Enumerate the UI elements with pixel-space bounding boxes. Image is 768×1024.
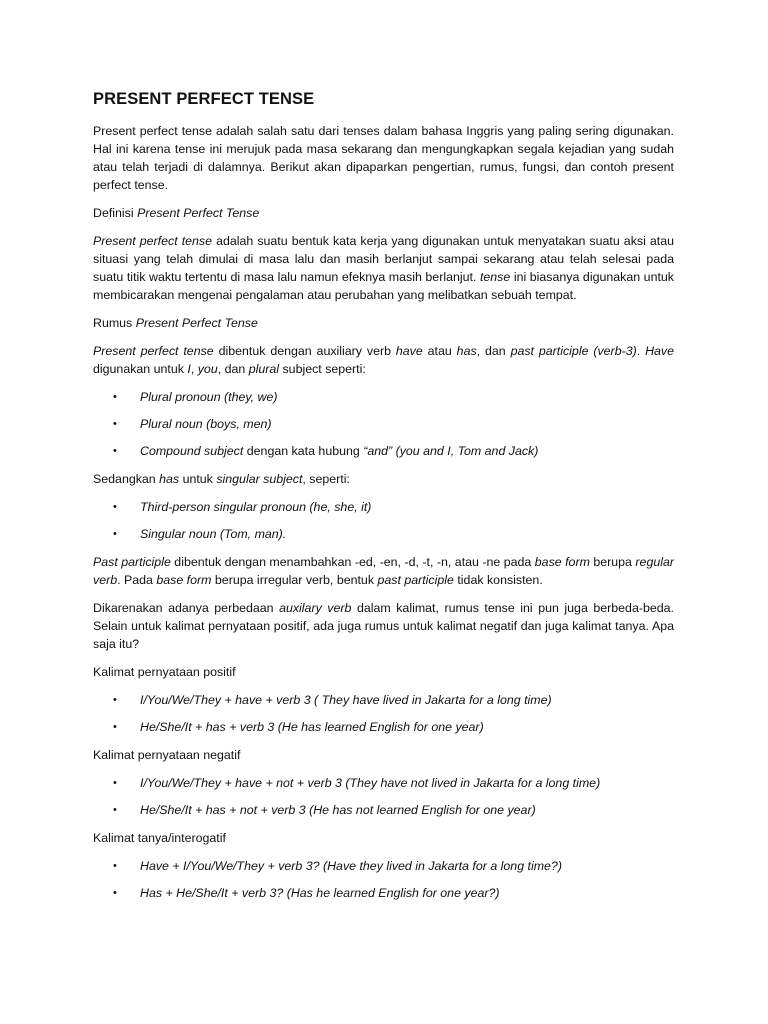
rumus-paragraph: Present perfect tense dibentuk dengan auxiliary verb have atau has, dan past participle (verb-3). Have digunakan untuk I, you, dan plural subject seperti:	[93, 344, 675, 376]
list-item: • I/You/We/They + have + not + verb 3 (They have not lived in Jakarta for a long time)	[113, 776, 601, 790]
list-item: • He/She/It + has + verb 3 (He has learned English for one year)	[113, 720, 484, 734]
singular-subject-list	[93, 498, 674, 543]
list-item: • Compound subject dengan kata hubung “and” (you and I, Tom and Jack)	[113, 444, 539, 458]
bullet-icon: •	[113, 501, 117, 513]
negatif-list	[93, 774, 674, 819]
auxiliary-paragraph: Dikarenakan adanya perbedaan auxilary verb dalam kalimat, rumus tense ini pun juga berbeda-beda. Selain untuk kalimat pernyataan positif, ada juga rumus untuk kalimat negatif dan juga kalimat tanya. Apa saja itu?	[93, 601, 674, 651]
singular-intro: Sedangkan has untuk singular subject, seperti:	[93, 472, 350, 486]
bullet-icon: •	[113, 804, 117, 816]
bullet-icon: •	[113, 391, 117, 403]
definisi-heading: Definisi Present Perfect Tense	[93, 206, 260, 220]
list-item: • Plural noun (boys, men)	[113, 417, 272, 431]
bullet-icon: •	[113, 445, 117, 457]
bullet-icon: •	[113, 721, 117, 733]
list-item: • I/You/We/They + have + verb 3 ( They have lived in Jakarta for a long time)	[113, 693, 552, 707]
tanya-heading: Kalimat tanya/interogatif	[93, 831, 226, 845]
past-participle-paragraph: Past participle dibentuk dengan menambahkan -ed, -en, -d, -t, -n, atau -ne pada base form berupa regular verb. Pada base form berupa irregular verb, bentuk past participle tidak konsisten.	[93, 555, 674, 587]
positif-list	[93, 691, 674, 736]
list-item: • Plural pronoun (they, we)	[113, 390, 278, 404]
list-item: • Have + I/You/We/They + verb 3? (Have they lived in Jakarta for a long time?)	[113, 859, 562, 873]
positif-heading: Kalimat pernyataan positif	[93, 665, 236, 679]
bullet-icon: •	[113, 860, 117, 872]
bullet-icon: •	[113, 418, 117, 430]
list-item: • Has + He/She/It + verb 3? (Has he learned English for one year?)	[113, 886, 500, 900]
bullet-icon: •	[113, 694, 117, 706]
rumus-heading: Rumus Present Perfect Tense	[93, 316, 258, 330]
intro-paragraph: Present perfect tense adalah salah satu dari tenses dalam bahasa Inggris yang paling sering digunakan. Hal ini karena tense ini merujuk pada masa sekarang dan mengungkapkan segala kejadian yang sudah atau telah terjadi di dalamnya. Berikut akan dipaparkan pengertian, rumus, fungsi, dan contoh present perfect tense.	[93, 124, 674, 192]
bullet-icon: •	[113, 887, 117, 899]
list-item: • He/She/It + has + not + verb 3 (He has not learned English for one year)	[113, 803, 536, 817]
page-title: PRESENT PERFECT TENSE	[93, 90, 315, 108]
list-item: • Singular noun (Tom, man).	[113, 527, 287, 541]
negatif-heading: Kalimat pernyataan negatif	[93, 748, 241, 762]
bullet-icon: •	[113, 777, 117, 789]
bullet-icon: •	[113, 528, 117, 540]
tanya-list	[93, 857, 674, 902]
plural-subject-list	[93, 388, 674, 460]
definisi-paragraph: Present perfect tense adalah suatu bentuk kata kerja yang digunakan untuk menyatakan suatu aksi atau situasi yang telah dimulai di masa lalu dan masih berlanjut sampai sekarang atau telah selesai pada suatu titik waktu tertentu di masa lalu namun efeknya masih berlanjut. tense ini biasanya digunakan untuk membicarakan mengenai pengalaman atau perubahan yang melibatkan sebuah tempat.	[93, 234, 675, 302]
list-item: • Third-person singular pronoun (he, she, it)	[113, 500, 372, 514]
